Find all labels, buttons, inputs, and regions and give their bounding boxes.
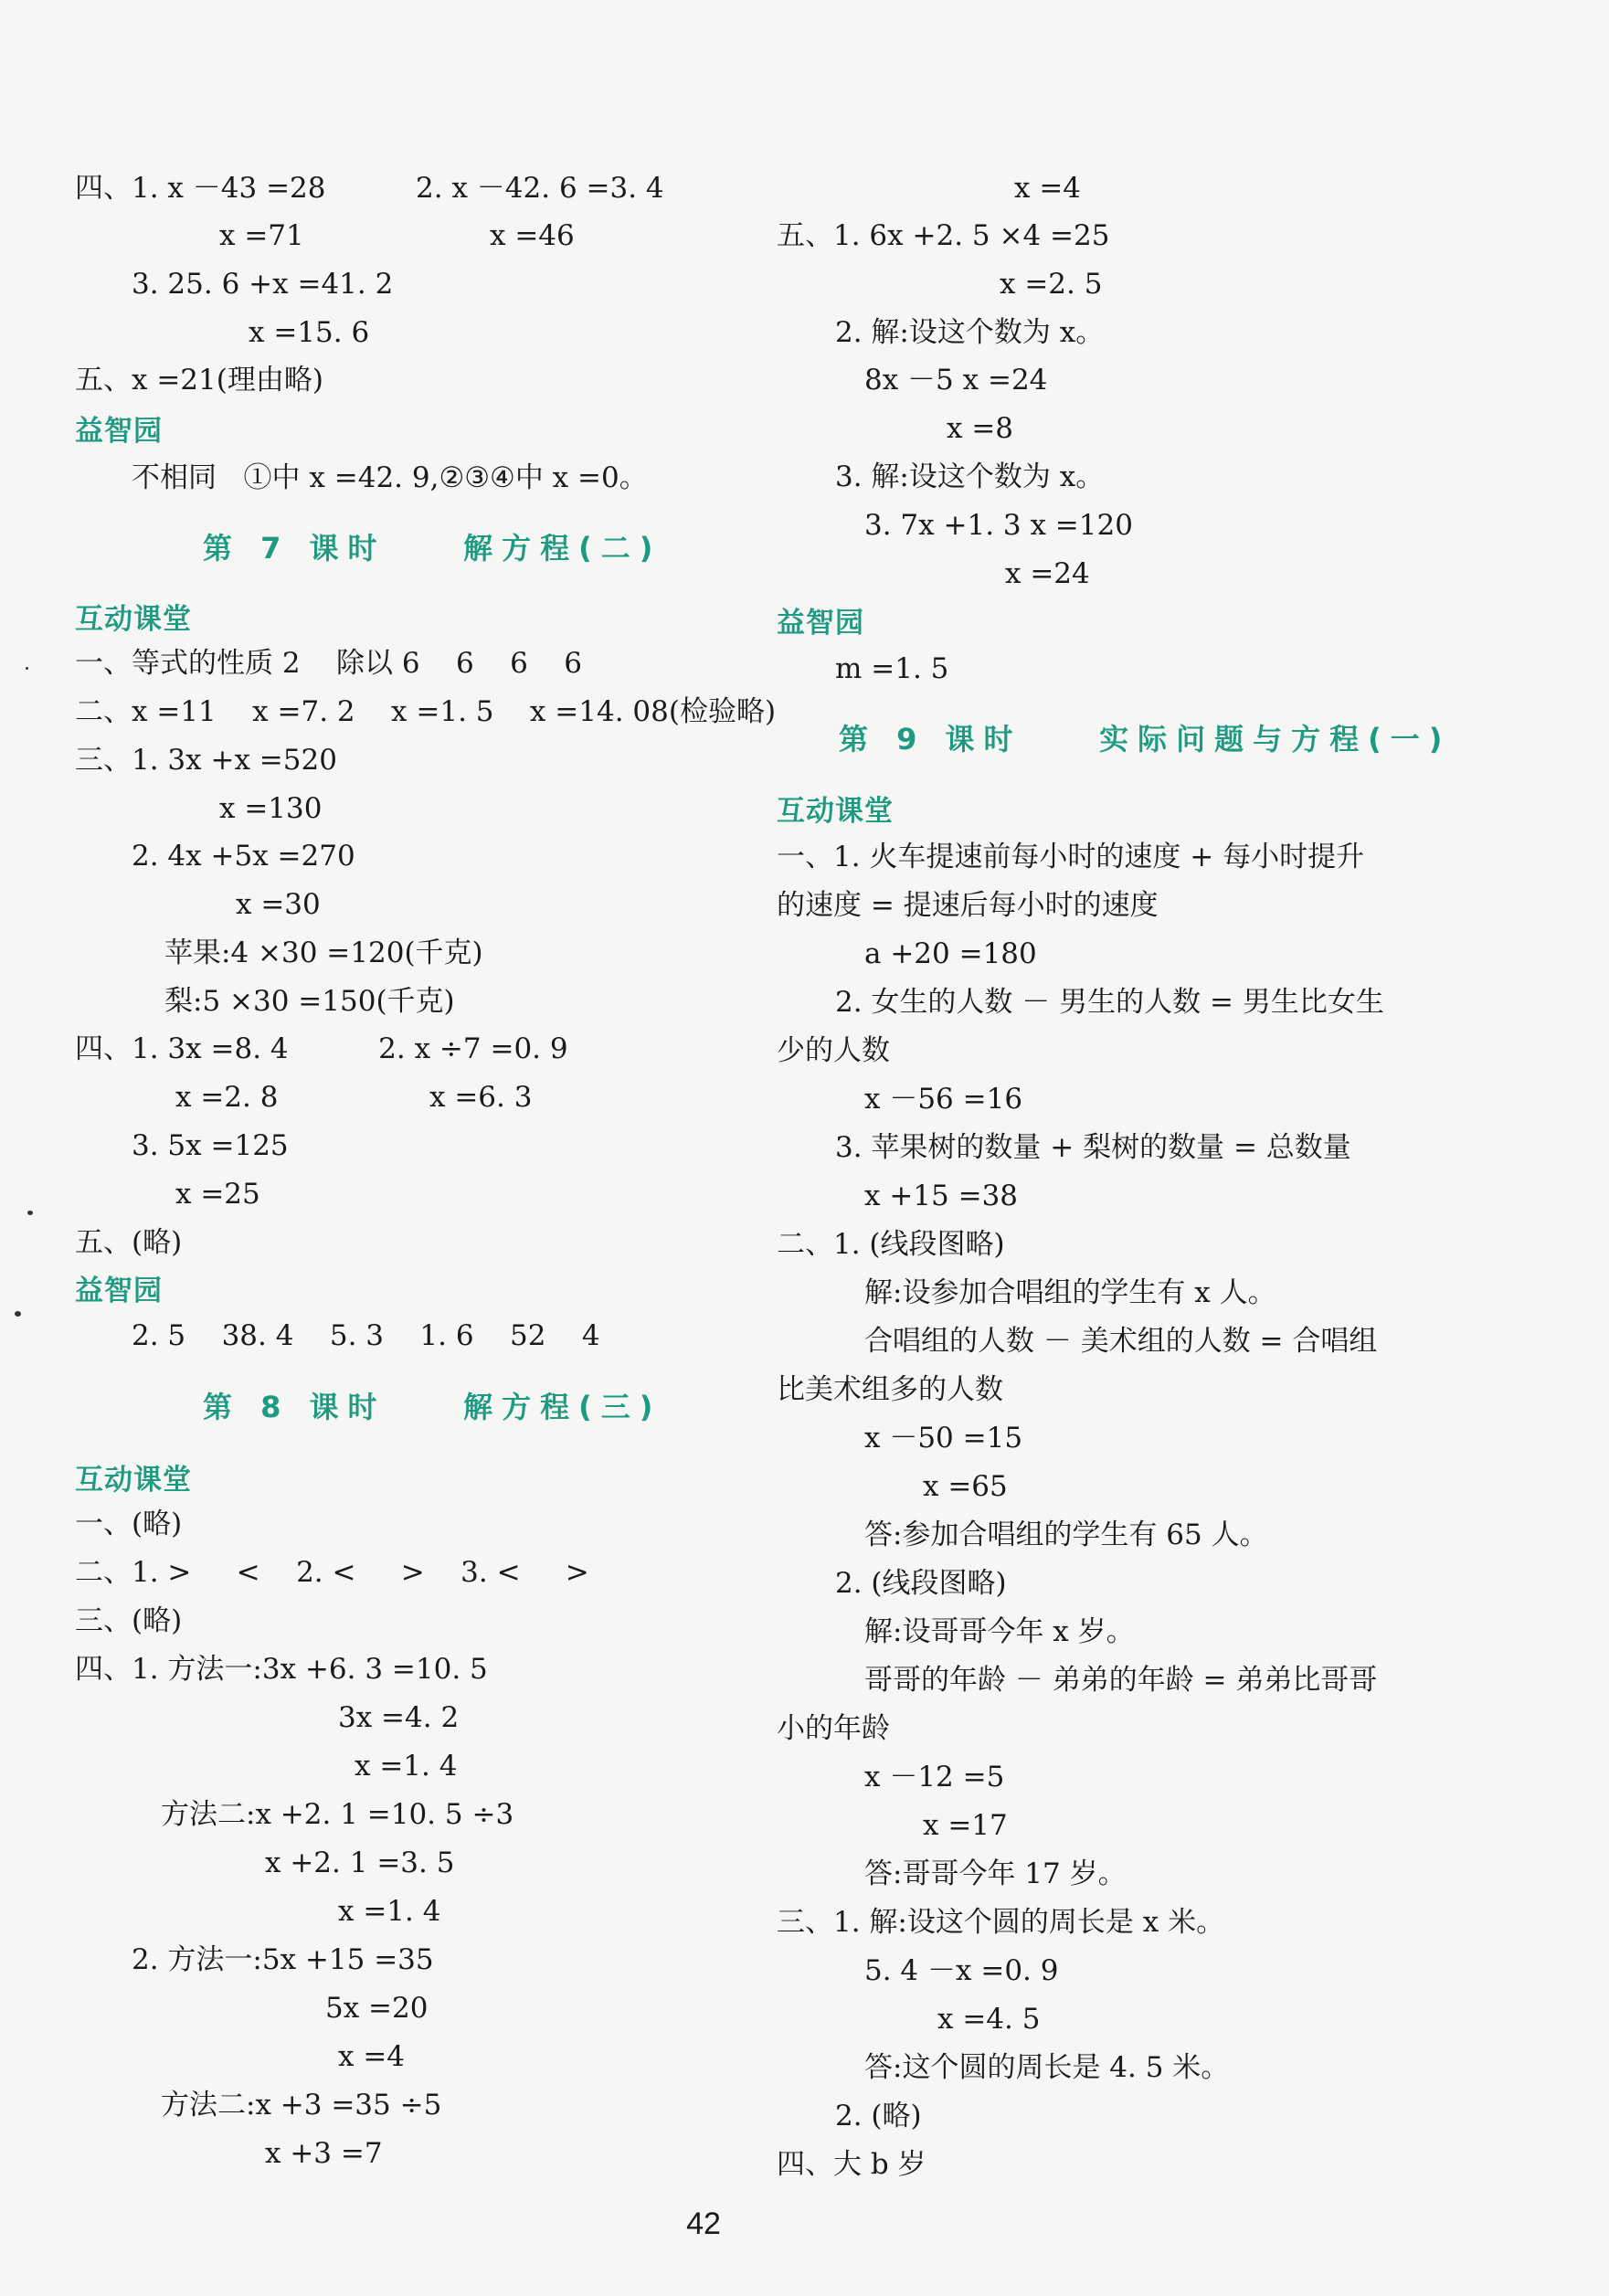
section-heading: 益智园 bbox=[777, 607, 864, 640]
answer-line: 方法二:x +2. 1 =10. 5 ÷3 bbox=[161, 1798, 514, 1831]
answer-line: 3. 7x +1. 3 x =120 bbox=[864, 509, 1133, 542]
answer-line: 四、1. 3x =8. 4 2. x ÷7 =0. 9 bbox=[75, 1032, 568, 1065]
answer-line: x =71 bbox=[219, 219, 304, 252]
answer-line: 五、1. 6x +2. 5 ×4 =25 bbox=[777, 219, 1110, 252]
answer-line: x =15. 6 bbox=[249, 316, 370, 349]
answer-line: x =4 bbox=[338, 2040, 406, 2073]
answer-line: 五、(略) bbox=[75, 1226, 183, 1259]
answer-line: x =65 bbox=[923, 1470, 1008, 1503]
answer-line: x =2. 8 bbox=[175, 1081, 279, 1114]
answer-line: 3. 25. 6 +x =41. 2 bbox=[132, 268, 394, 301]
answer-line: x =1. 4 bbox=[355, 1750, 458, 1783]
answer-line: x =4. 5 bbox=[937, 2003, 1041, 2036]
answer-line: x =8 bbox=[947, 412, 1014, 445]
answer-line: 哥哥的年龄 － 弟弟的年龄 = 弟弟比哥哥 bbox=[864, 1664, 1378, 1697]
answer-line: 2. (略) bbox=[835, 2100, 922, 2132]
answer-line: 四、大 b 岁 bbox=[777, 2148, 926, 2181]
section-heading: 益智园 bbox=[75, 1275, 163, 1307]
answer-line: 四、1. x －43 =28 2. x －42. 6 =3. 4 bbox=[75, 172, 664, 205]
answer-line: 四、1. 方法一:3x +6. 3 =10. 5 bbox=[75, 1653, 488, 1686]
answer-line: 小的年龄 bbox=[777, 1712, 890, 1745]
answer-line: 2. 5 38. 4 5. 3 1. 6 52 4 bbox=[132, 1319, 600, 1352]
answer-line: x =30 bbox=[236, 888, 321, 921]
answer-line: 3. 苹果树的数量 + 梨树的数量 = 总数量 bbox=[835, 1131, 1351, 1164]
answer-line: 三、(略) bbox=[75, 1604, 183, 1637]
answer-line: 的速度 = 提速后每小时的速度 bbox=[777, 889, 1159, 922]
answer-line: x =25 bbox=[175, 1178, 260, 1211]
answer-line: x －12 =5 bbox=[864, 1761, 1005, 1793]
answer-line: 比美术组多的人数 bbox=[777, 1373, 1003, 1406]
lesson-title: 第 7 课时 解方程(二) bbox=[203, 531, 662, 566]
section-heading: 互动课堂 bbox=[75, 603, 192, 636]
section-heading: 互动课堂 bbox=[777, 795, 894, 828]
answer-line: 三、1. 3x +x =520 bbox=[75, 744, 337, 777]
lesson-title: 第 8 课时 解方程(三) bbox=[203, 1390, 662, 1424]
answer-line: 5. 4 －x =0. 9 bbox=[864, 1954, 1059, 1987]
answer-line: x =6. 3 bbox=[429, 1081, 533, 1114]
answer-line: x =1. 4 bbox=[338, 1895, 441, 1928]
answer-line: 2. 4x +5x =270 bbox=[132, 840, 355, 873]
answer-line: 答:参加合唱组的学生有 65 人。 bbox=[864, 1518, 1268, 1551]
answer-line: a +20 =180 bbox=[864, 937, 1037, 970]
answer-line: 合唱组的人数 － 美术组的人数 = 合唱组 bbox=[864, 1325, 1378, 1358]
answer-line: x =17 bbox=[923, 1809, 1008, 1842]
lesson-title: 第 9 课时 实际问题与方程(一) bbox=[839, 722, 1452, 757]
answer-line: 答:这个圆的周长是 4. 5 米。 bbox=[864, 2051, 1230, 2084]
answer-line: 不相同 ①中 x =42. 9,②③④中 x =0。 bbox=[132, 461, 648, 494]
answer-line: x =2. 5 bbox=[1000, 268, 1103, 301]
answer-line: x －56 =16 bbox=[864, 1083, 1023, 1116]
page-number: 42 bbox=[686, 2206, 721, 2241]
answer-line: 五、x =21(理由略) bbox=[75, 364, 323, 397]
answer-line: 解:设哥哥今年 x 岁。 bbox=[864, 1615, 1135, 1648]
answer-line: x =24 bbox=[1005, 557, 1090, 590]
answer-line: 二、1. > < 2. < > 3. < > bbox=[75, 1556, 589, 1589]
answer-line: x =130 bbox=[219, 792, 323, 825]
scan-speck bbox=[15, 1311, 21, 1317]
scan-speck bbox=[26, 667, 28, 670]
answer-line: 2. 解:设这个数为 x。 bbox=[835, 316, 1105, 349]
answer-line: 方法二:x +3 =35 ÷5 bbox=[161, 2089, 442, 2121]
answer-line: 一、(略) bbox=[75, 1508, 183, 1540]
answer-line: 解:设参加合唱组的学生有 x 人。 bbox=[864, 1276, 1276, 1309]
answer-line: 少的人数 bbox=[777, 1034, 890, 1067]
answer-line: x =4 bbox=[1014, 172, 1082, 205]
section-heading: 互动课堂 bbox=[75, 1464, 192, 1497]
answer-line: x +3 =7 bbox=[265, 2137, 383, 2170]
answer-line: 3x =4. 2 bbox=[338, 1701, 460, 1734]
answer-line: 三、1. 解:设这个圆的周长是 x 米。 bbox=[777, 1906, 1225, 1939]
answer-line: x =46 bbox=[490, 219, 575, 252]
answer-line: x －50 =15 bbox=[864, 1422, 1023, 1455]
answer-line: 二、1. (线段图略) bbox=[777, 1228, 1005, 1261]
answer-line: m =1. 5 bbox=[835, 652, 949, 685]
scan-speck bbox=[27, 1211, 33, 1215]
answer-line: 3. 解:设这个数为 x。 bbox=[835, 460, 1105, 493]
answer-line: 3. 5x =125 bbox=[132, 1129, 289, 1162]
answer-line: 2. 女生的人数 － 男生的人数 = 男生比女生 bbox=[835, 986, 1384, 1019]
answer-line: 2. 方法一:5x +15 =35 bbox=[132, 1943, 434, 1976]
answer-line: x +15 =38 bbox=[864, 1180, 1019, 1212]
answer-line: 一、等式的性质 2 除以 6 6 6 6 bbox=[75, 647, 582, 680]
answer-line: 苹果:4 ×30 =120(千克) bbox=[164, 936, 483, 969]
answer-line: 梨:5 ×30 =150(千克) bbox=[164, 985, 455, 1018]
answer-line: x +2. 1 =3. 5 bbox=[265, 1846, 455, 1879]
answer-line: 答:哥哥今年 17 岁。 bbox=[864, 1857, 1127, 1890]
answer-line: 2. (线段图略) bbox=[835, 1567, 1007, 1600]
answer-line: 8x －5 x =24 bbox=[864, 364, 1048, 397]
answer-line: 5x =20 bbox=[325, 1992, 429, 2025]
answer-line: 一、1. 火车提速前每小时的速度 + 每小时提升 bbox=[777, 841, 1365, 873]
answer-line: 二、x =11 x =7. 2 x =1. 5 x =14. 08(检验略) bbox=[75, 695, 777, 728]
section-heading: 益智园 bbox=[75, 415, 163, 448]
